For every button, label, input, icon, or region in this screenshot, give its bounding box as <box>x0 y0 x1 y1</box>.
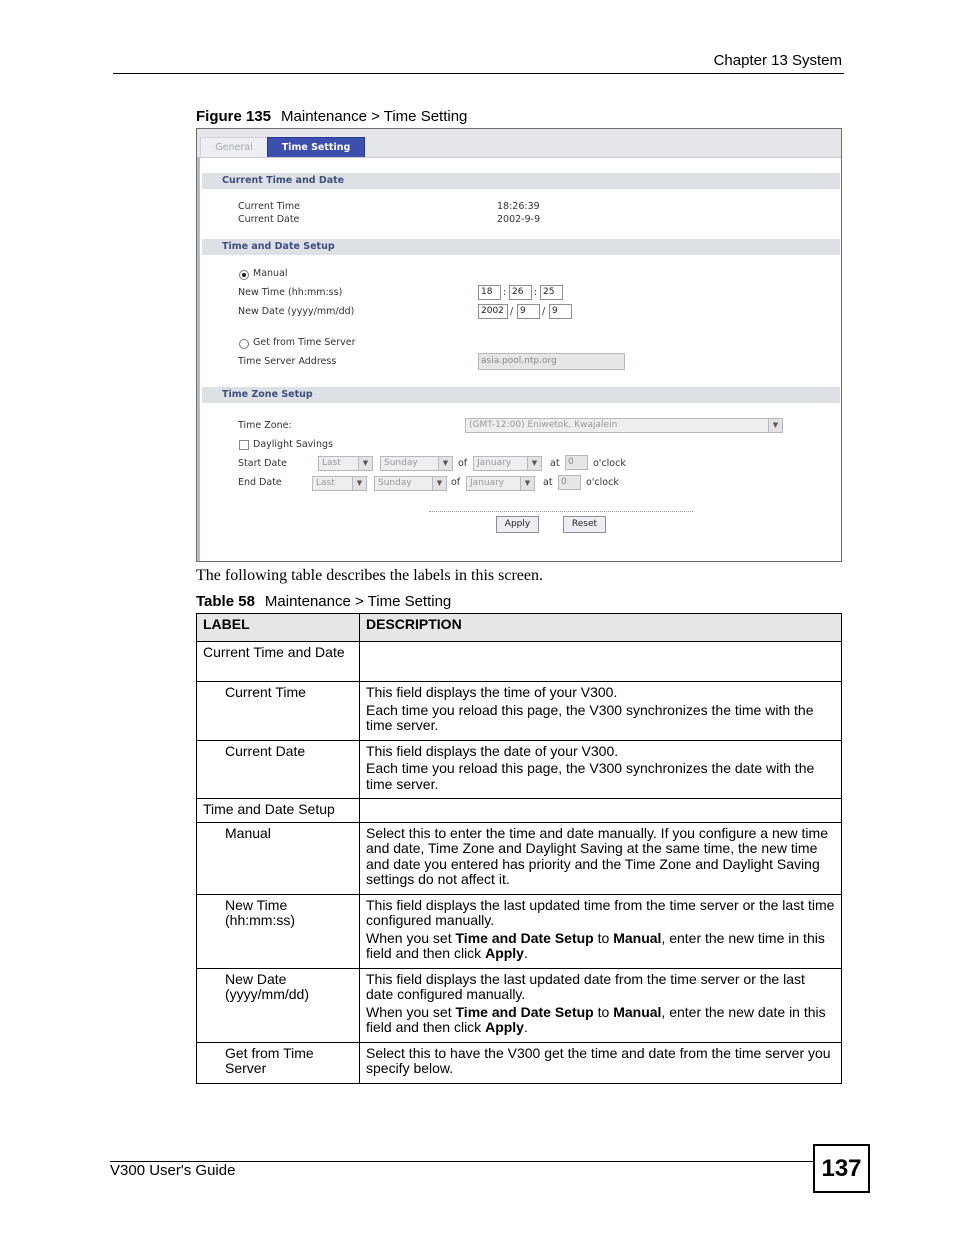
current-date-label: Current Date <box>238 214 300 225</box>
current-time-label: Current Time <box>238 201 300 212</box>
new-time-label: New Time (hh:mm:ss) <box>238 287 343 298</box>
time-server-input[interactable]: asia.pool.ntp.org <box>478 353 625 370</box>
desc-paragraph: When you set Time and Date Setup to Manual, enter the new time in this field and then click Apply. <box>366 929 825 961</box>
apply-button[interactable]: Apply <box>496 516 539 533</box>
desc-paragraph: Each time you reload this page, the V300 synchronizes the time with the time server. <box>366 701 814 733</box>
label-description-table <box>196 613 842 1084</box>
start-day-select[interactable] <box>380 456 453 471</box>
table-caption <box>196 593 451 610</box>
table-label: Table 58 <box>196 593 255 610</box>
new-date-month-input[interactable]: 9 <box>517 304 540 319</box>
start-week-select[interactable] <box>318 456 373 471</box>
new-time-hour-input[interactable]: 18 <box>478 285 501 300</box>
time-zone-label: Time Zone: <box>238 420 292 431</box>
figure-title: Maintenance > Time Setting <box>281 108 468 125</box>
time-server-label: Time Server Address <box>238 356 337 367</box>
divider <box>429 511 693 512</box>
end-day-select[interactable] <box>374 476 447 491</box>
end-date-label: End Date <box>238 477 282 488</box>
desc-paragraph: Each time you reload this page, the V300 synchronizes the date with the time server. <box>366 760 815 792</box>
new-time-second-input[interactable]: 25 <box>540 285 563 300</box>
chevron-down-icon: ▼ <box>432 477 446 490</box>
current-date-value: 2002-9-9 <box>497 214 541 225</box>
end-month-value: January <box>470 478 505 488</box>
of-text: of <box>458 458 468 469</box>
tab-time-setting[interactable]: Time Setting <box>267 137 365 157</box>
start-month-value: January <box>477 458 512 468</box>
start-month-select[interactable] <box>473 456 542 471</box>
row-label: Manual <box>197 822 360 894</box>
daylight-savings-label: Daylight Savings <box>253 439 333 450</box>
row-label: Time and Date Setup <box>197 799 360 823</box>
chevron-down-icon: ▼ <box>520 477 534 490</box>
end-week-value: Last <box>316 478 335 488</box>
figure-label: Figure 135 <box>196 108 272 125</box>
start-day-value: Sunday <box>384 458 418 468</box>
start-hour-input[interactable]: 0 <box>565 455 588 470</box>
desc-paragraph: This field displays the time of your V300. <box>366 684 618 700</box>
row-description <box>360 682 842 741</box>
row-description <box>360 968 842 1042</box>
tab-bar <box>197 129 841 158</box>
row-description <box>360 894 842 968</box>
page-number: 137 <box>813 1144 870 1193</box>
chevron-down-icon: ▼ <box>768 419 782 432</box>
chevron-down-icon: ▼ <box>358 457 372 470</box>
col-label-header: LABEL <box>197 614 360 642</box>
table-header-row <box>197 614 842 642</box>
row-description <box>360 822 842 894</box>
time-zone-select[interactable] <box>465 418 783 433</box>
daylight-savings-checkbox[interactable] <box>239 440 249 450</box>
new-date-year-input[interactable]: 2002 <box>478 304 508 319</box>
section-time-zone-setup: Time Zone Setup <box>202 387 840 403</box>
table-row <box>197 799 842 823</box>
section-time-date-setup: Time and Date Setup <box>202 239 840 255</box>
table-row <box>197 822 842 894</box>
section-current-time-date: Current Time and Date <box>202 173 840 189</box>
desc-paragraph: When you set Time and Date Setup to Manual, enter the new date in this field and then click Apply. <box>366 1003 826 1035</box>
date-separator: / <box>542 306 546 317</box>
row-label: Current Time <box>197 682 360 741</box>
table-row <box>197 1042 842 1083</box>
col-description-header: DESCRIPTION <box>360 614 842 642</box>
header-rule <box>113 73 844 74</box>
end-week-select[interactable] <box>312 476 367 491</box>
chevron-down-icon: ▼ <box>527 457 541 470</box>
get-from-server-radio[interactable] <box>239 339 249 349</box>
table-row <box>197 968 842 1042</box>
at-text: at <box>550 458 560 469</box>
end-month-select[interactable] <box>466 476 535 491</box>
desc-paragraph: Select this to enter the time and date manually. If you configure a new time and date, Time Zone and Daylight Saving at the same time, the new time and date you entered has priority and the Time Zone and Daylight Saving settings do not affect it. <box>366 824 828 887</box>
at-text: at <box>543 477 553 488</box>
table-row <box>197 682 842 741</box>
row-label: New Time (hh:mm:ss) <box>197 894 360 968</box>
row-description <box>360 799 842 823</box>
time-separator: : <box>534 287 538 298</box>
row-description <box>360 740 842 799</box>
row-label: Current Time and Date <box>197 642 360 682</box>
new-time-minute-input[interactable]: 26 <box>509 285 532 300</box>
intro-text: The following table describes the labels in this screen. <box>196 567 544 584</box>
table-title: Maintenance > Time Setting <box>264 593 452 610</box>
manual-label: Manual <box>253 268 288 279</box>
time-setting-screen <box>196 128 842 562</box>
end-hour-input[interactable]: 0 <box>558 475 581 490</box>
get-from-server-label: Get from Time Server <box>253 337 356 348</box>
desc-paragraph: This field displays the last updated time from the time server or the last time configured manually. <box>366 896 835 928</box>
of-text: of <box>451 477 461 488</box>
table-row <box>197 894 842 968</box>
desc-paragraph: This field displays the date of your V300. <box>366 742 619 759</box>
end-day-value: Sunday <box>378 478 412 488</box>
row-description <box>360 1042 842 1083</box>
table-row <box>197 740 842 799</box>
desc-paragraph: This field displays the last updated date from the time server or the last date configured manually. <box>366 970 805 1002</box>
desc-paragraph: Select this to have the V300 get the time and date from the time server you specify below. <box>366 1044 831 1076</box>
reset-button[interactable]: Reset <box>563 516 606 533</box>
date-separator: / <box>510 306 514 317</box>
table-row <box>197 642 842 682</box>
new-date-day-input[interactable]: 9 <box>549 304 572 319</box>
current-time-value: 18:26:39 <box>497 201 540 212</box>
oclock-text: o'clock <box>593 458 626 469</box>
start-date-label: Start Date <box>238 458 287 469</box>
figure-caption <box>196 108 467 125</box>
chevron-down-icon: ▼ <box>352 477 366 490</box>
row-label: New Date (yyyy/mm/dd) <box>197 968 360 1042</box>
time-zone-value: (GMT-12:00) Eniwetok, Kwajalein <box>469 420 618 430</box>
left-border <box>197 157 200 561</box>
tab-general[interactable]: General <box>200 137 268 157</box>
chevron-down-icon: ▼ <box>438 457 452 470</box>
row-label: Current Date <box>197 740 360 799</box>
oclock-text: o'clock <box>586 477 619 488</box>
new-date-label: New Date (yyyy/mm/dd) <box>238 306 355 317</box>
chapter-header: Chapter 13 System <box>713 52 842 69</box>
time-separator: : <box>503 287 507 298</box>
manual-radio[interactable] <box>239 270 249 280</box>
guide-title: V300 User's Guide <box>110 1162 236 1179</box>
row-label: Get from Time Server <box>197 1042 360 1083</box>
start-week-value: Last <box>322 458 341 468</box>
row-description <box>360 642 842 682</box>
